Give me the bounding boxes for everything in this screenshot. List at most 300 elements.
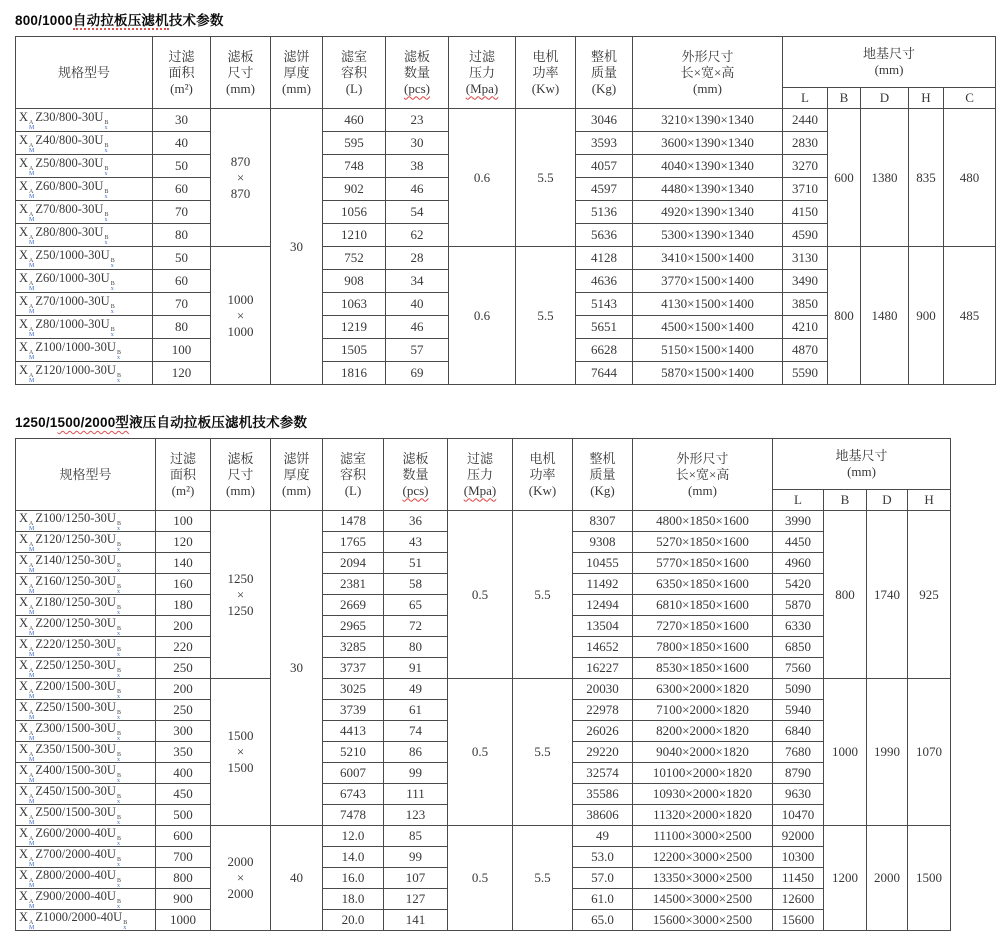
header-foundation-B: B [824,490,867,511]
cell-foundation-D: 1380 [861,109,909,247]
spec-table-800-1000 [15,36,996,385]
table-row [16,247,996,270]
cell-dimensions: 5300×1390×1340 [633,224,783,247]
model-annotation: A M [29,189,35,200]
cell-plate-count: 69 [386,362,449,385]
model-annotation: A M [29,212,35,223]
model-annotation: B x [116,899,121,910]
model-annotation: B x [104,143,109,154]
cell-pressure: 0.5 [448,679,513,826]
cell-foundation-L: 4450 [773,532,824,553]
cell-foundation-L: 7560 [773,658,824,679]
cell-weight: 5143 [576,293,633,316]
cell-weight: 6628 [576,339,633,362]
model-annotation: A M [29,281,35,292]
cell-model: X A M Z140/1250-30U B x [16,553,156,574]
cell-dimensions: 3410×1500×1400 [633,247,783,270]
cell-plate-size: 1000 × 1000 [211,247,271,385]
cell-area: 120 [156,532,211,553]
cell-model: X A M Z200/1500-30U B x [16,679,156,700]
cell-foundation-L: 4870 [783,339,828,362]
cell-model: X A M Z60/800-30U B x [16,178,153,201]
model-annotation: A M [29,605,35,616]
cell-dimensions: 5770×1850×1600 [633,553,773,574]
cell-foundation-C: 480 [944,109,996,247]
cell-plate-count: 80 [384,637,448,658]
cell-weight: 32574 [573,763,633,784]
cell-model: X A M Z900/2000-40U B x [16,889,156,910]
cell-model: X A M Z300/1500-30U B x [16,721,156,742]
cell-model: X A M Z30/800-30U B x [16,109,153,132]
model-annotation: A M [29,878,35,889]
cell-weight: 4636 [576,270,633,293]
cell-area: 220 [156,637,211,658]
cell-foundation-D: 1740 [867,511,908,679]
model-annotation: B x [116,836,121,847]
header-plate-size: 滤板 尺寸 (mm) [211,439,271,511]
model-annotation: A M [29,626,35,637]
header-foundation-D: D [861,88,909,109]
cell-plate-count: 85 [384,826,448,847]
model-annotation: B x [116,350,121,361]
model-annotation: B x [116,626,121,637]
cell-foundation-H: 900 [909,247,944,385]
header-weight: 整机 质量 (Kg) [576,37,633,109]
cell-foundation-L: 8790 [773,763,824,784]
cell-dimensions: 7270×1850×1600 [633,616,773,637]
cell-volume: 1816 [323,362,386,385]
cell-area: 40 [153,132,211,155]
cell-dimensions: 3600×1390×1340 [633,132,783,155]
cell-plate-count: 72 [384,616,448,637]
cell-volume: 1478 [323,511,384,532]
cell-area: 80 [153,316,211,339]
cell-dimensions: 12200×3000×2500 [633,847,773,868]
cell-plate-count: 28 [386,247,449,270]
model-annotation: B x [116,689,121,700]
header-foundation-D: D [867,490,908,511]
spec-sheet-page [0,9,997,931]
table-row [16,511,951,532]
cell-foundation-D: 2000 [867,826,908,931]
model-annotation: A M [29,542,35,553]
cell-model: X A M Z100/1250-30U B x [16,511,156,532]
cell-volume: 7478 [323,805,384,826]
cell-plate-count: 49 [384,679,448,700]
header-foundation-C: C [944,88,996,109]
cell-foundation-L: 9630 [773,784,824,805]
cell-foundation-L: 4590 [783,224,828,247]
cell-dimensions: 4920×1390×1340 [633,201,783,224]
cell-area: 900 [156,889,211,910]
cell-foundation-L: 6850 [773,637,824,658]
header-cake-thickness: 滤饼 厚度 (mm) [271,439,323,511]
model-annotation: B x [116,794,121,805]
model-annotation: B x [123,920,128,931]
cell-area: 1000 [156,910,211,931]
cell-foundation-L: 10470 [773,805,824,826]
cell-dimensions: 9040×2000×1820 [633,742,773,763]
cell-weight: 4597 [576,178,633,201]
cell-model: X A M Z200/1250-30U B x [16,616,156,637]
cell-plate-count: 58 [384,574,448,595]
cell-model: X A M Z120/1250-30U B x [16,532,156,553]
cell-volume: 748 [323,155,386,178]
cell-volume: 3285 [323,637,384,658]
cell-foundation-L: 2830 [783,132,828,155]
header-cake-thickness: 滤饼 厚度 (mm) [271,37,323,109]
cell-dimensions: 7100×2000×1820 [633,700,773,721]
model-annotation: B x [104,212,109,223]
cell-model: X A M Z80/800-30U B x [16,224,153,247]
cell-weight: 9308 [573,532,633,553]
cell-foundation-B: 800 [824,511,867,679]
cell-weight: 57.0 [573,868,633,889]
cell-model: X A M Z350/1500-30U B x [16,742,156,763]
header-foundation-B: B [828,88,861,109]
title-text: 1250/1 [15,415,58,430]
title-text: 800/1000 [15,13,73,28]
cell-model: X A M Z1000/2000-40U B x [16,910,156,931]
cell-dimensions: 10930×2000×1820 [633,784,773,805]
model-annotation: B x [116,878,121,889]
cell-model: X A M Z50/800-30U B x [16,155,153,178]
model-annotation: A M [29,857,35,868]
cell-power: 5.5 [513,511,573,679]
cell-area: 400 [156,763,211,784]
model-annotation: A M [29,710,35,721]
cell-area: 600 [156,826,211,847]
cell-foundation-L: 5420 [773,574,824,595]
cell-volume: 1505 [323,339,386,362]
cell-model: X A M Z250/1250-30U B x [16,658,156,679]
cell-weight: 26026 [573,721,633,742]
cell-plate-count: 99 [384,847,448,868]
cell-foundation-L: 4210 [783,316,828,339]
model-annotation: B x [110,281,115,292]
model-annotation: A M [29,752,35,763]
cell-weight: 5636 [576,224,633,247]
table2-title [15,411,997,431]
cell-volume: 3739 [323,700,384,721]
model-annotation: B x [110,258,115,269]
cell-volume: 16.0 [323,868,384,889]
cell-area: 500 [156,805,211,826]
table-row [16,679,951,700]
cell-model: X A M Z250/1500-30U B x [16,700,156,721]
cell-plate-size: 870 × 870 [211,109,271,247]
cell-foundation-L: 4960 [773,553,824,574]
cell-weight: 5136 [576,201,633,224]
header-area: 过滤 面积 (m²) [156,439,211,511]
cell-model: X A M Z800/2000-40U B x [16,868,156,889]
model-annotation: B x [116,647,121,658]
cell-area: 50 [153,155,211,178]
header-model: 规格型号 [16,439,156,511]
cell-cake-thickness: 30 [271,511,323,826]
cell-dimensions: 14500×3000×2500 [633,889,773,910]
header-dimensions: 外形尺寸 长×宽×高 (mm) [633,439,773,511]
cell-foundation-L: 4150 [783,201,828,224]
cell-area: 450 [156,784,211,805]
model-annotation: B x [104,120,109,131]
cell-volume: 1063 [323,293,386,316]
cell-dimensions: 7800×1850×1600 [633,637,773,658]
cell-plate-count: 36 [384,511,448,532]
title-text-underlined: 自动拉板压滤机 [72,13,169,28]
title-text: 液压自动拉板压滤机技术参数 [129,415,308,430]
cell-foundation-L: 5090 [773,679,824,700]
cell-volume: 1765 [323,532,384,553]
model-annotation: B x [116,731,121,742]
model-annotation: B x [110,304,115,315]
header-power: 电机 功率 (Kw) [516,37,576,109]
model-annotation: A M [29,668,35,679]
title-text: 技术参数 [168,13,224,28]
cell-foundation-C: 485 [944,247,996,385]
cell-volume: 5210 [323,742,384,763]
cell-volume: 902 [323,178,386,201]
cell-area: 100 [156,511,211,532]
cell-model: X A M Z700/2000-40U B x [16,847,156,868]
cell-weight: 61.0 [573,889,633,910]
header-pressure: 过滤 压力 (Mpa) [449,37,516,109]
cell-model: X A M Z180/1250-30U B x [16,595,156,616]
model-annotation: B x [116,857,121,868]
cell-volume: 1056 [323,201,386,224]
model-annotation: A M [29,143,35,154]
model-annotation: A M [29,521,35,532]
cell-model: X A M Z600/2000-40U B x [16,826,156,847]
cell-foundation-L: 3490 [783,270,828,293]
model-annotation: A M [29,815,35,826]
cell-pressure: 0.6 [449,247,516,385]
cell-power: 5.5 [516,109,576,247]
cell-model: X A M Z120/1000-30U B x [16,362,153,385]
cell-foundation-H: 925 [908,511,951,679]
cell-plate-count: 61 [384,700,448,721]
cell-volume: 908 [323,270,386,293]
cell-area: 60 [153,178,211,201]
cell-area: 350 [156,742,211,763]
header-plate-count: 滤板 数量 (pcs) [384,439,448,511]
cell-dimensions: 15600×3000×2500 [633,910,773,931]
model-annotation: A M [29,235,35,246]
header-volume: 滤室 容积 (L) [323,37,386,109]
model-annotation: A M [29,373,35,384]
cell-weight: 14652 [573,637,633,658]
cell-volume: 6743 [323,784,384,805]
model-annotation: A M [29,773,35,784]
cell-dimensions: 4480×1390×1340 [633,178,783,201]
cell-weight: 29220 [573,742,633,763]
cell-volume: 3025 [323,679,384,700]
model-annotation: A M [29,563,35,574]
cell-weight: 22978 [573,700,633,721]
model-annotation: A M [29,689,35,700]
cell-plate-count: 107 [384,868,448,889]
cell-dimensions: 5150×1500×1400 [633,339,783,362]
cell-plate-count: 43 [384,532,448,553]
cell-plate-count: 62 [386,224,449,247]
cell-plate-count: 123 [384,805,448,826]
model-annotation: B x [116,563,121,574]
cell-area: 300 [156,721,211,742]
cell-plate-count: 74 [384,721,448,742]
cell-area: 200 [156,616,211,637]
cell-plate-count: 34 [386,270,449,293]
cell-area: 70 [153,293,211,316]
table1-title [15,9,997,29]
header-plate-size: 滤板 尺寸 (mm) [211,37,271,109]
cell-dimensions: 8530×1850×1600 [633,658,773,679]
model-annotation: B x [104,189,109,200]
cell-weight: 13504 [573,616,633,637]
cell-area: 250 [156,658,211,679]
cell-dimensions: 11100×3000×2500 [633,826,773,847]
cell-plate-count: 23 [386,109,449,132]
cell-foundation-L: 11450 [773,868,824,889]
cell-foundation-B: 600 [828,109,861,247]
cell-area: 700 [156,847,211,868]
cell-weight: 38606 [573,805,633,826]
cell-area: 200 [156,679,211,700]
cell-foundation-L: 15600 [773,910,824,931]
header-foundation-H: H [908,490,951,511]
cell-volume: 3737 [323,658,384,679]
cell-foundation-L: 2440 [783,109,828,132]
model-annotation: A M [29,899,35,910]
cell-model: X A M Z100/1000-30U B x [16,339,153,362]
cell-weight: 7644 [576,362,633,385]
cell-plate-size: 1250 × 1250 [211,511,271,679]
cell-dimensions: 3210×1390×1340 [633,109,783,132]
cell-dimensions: 6300×2000×1820 [633,679,773,700]
cell-pressure: 0.6 [449,109,516,247]
cell-area: 140 [156,553,211,574]
cell-power: 5.5 [513,679,573,826]
cell-plate-count: 40 [386,293,449,316]
cell-model: X A M Z60/1000-30U B x [16,270,153,293]
cell-foundation-L: 5590 [783,362,828,385]
cell-cake-thickness: 30 [271,109,323,385]
cell-volume: 2669 [323,595,384,616]
cell-model: X A M Z40/800-30U B x [16,132,153,155]
cell-weight: 35586 [573,784,633,805]
cell-foundation-L: 6330 [773,616,824,637]
cell-volume: 2094 [323,553,384,574]
cell-weight: 10455 [573,553,633,574]
model-annotation: A M [29,120,35,131]
header-foundation-H: H [909,88,944,109]
model-annotation: A M [29,584,35,595]
cell-dimensions: 11320×2000×1820 [633,805,773,826]
cell-weight: 20030 [573,679,633,700]
cell-area: 80 [153,224,211,247]
header-foundation: 地基尺寸 (mm) [773,439,951,490]
cell-weight: 12494 [573,595,633,616]
cell-model: X A M Z70/800-30U B x [16,201,153,224]
cell-foundation-D: 1990 [867,679,908,826]
cell-dimensions: 6810×1850×1600 [633,595,773,616]
cell-plate-count: 141 [384,910,448,931]
cell-foundation-L: 3130 [783,247,828,270]
cell-dimensions: 4130×1500×1400 [633,293,783,316]
cell-weight: 4057 [576,155,633,178]
cell-model: X A M Z50/1000-30U B x [16,247,153,270]
cell-plate-count: 46 [386,316,449,339]
cell-power: 5.5 [516,247,576,385]
cell-model: X A M Z160/1250-30U B x [16,574,156,595]
cell-plate-count: 127 [384,889,448,910]
cell-foundation-L: 6840 [773,721,824,742]
cell-area: 250 [156,700,211,721]
cell-volume: 14.0 [323,847,384,868]
cell-cake-thickness: 40 [271,826,323,931]
cell-plate-count: 51 [384,553,448,574]
model-annotation: A M [29,350,35,361]
cell-foundation-B: 1200 [824,826,867,931]
cell-plate-count: 65 [384,595,448,616]
cell-model: X A M Z450/1500-30U B x [16,784,156,805]
header-power: 电机 功率 (Kw) [513,439,573,511]
cell-volume: 20.0 [323,910,384,931]
cell-plate-count: 111 [384,784,448,805]
cell-foundation-L: 5870 [773,595,824,616]
model-annotation: B x [116,521,121,532]
header-plate-count: 滤板 数量 (pcs) [386,37,449,109]
cell-dimensions: 5270×1850×1600 [633,532,773,553]
cell-plate-count: 46 [386,178,449,201]
model-annotation: A M [29,327,35,338]
cell-weight: 49 [573,826,633,847]
cell-area: 50 [153,247,211,270]
model-annotation: B x [116,373,121,384]
cell-foundation-D: 1480 [861,247,909,385]
cell-plate-count: 38 [386,155,449,178]
cell-foundation-L: 3990 [773,511,824,532]
cell-volume: 6007 [323,763,384,784]
model-annotation: B x [104,166,109,177]
cell-volume: 460 [323,109,386,132]
cell-foundation-L: 3850 [783,293,828,316]
model-annotation: A M [29,836,35,847]
model-annotation: B x [110,327,115,338]
cell-area: 60 [153,270,211,293]
model-annotation: B x [116,542,121,553]
cell-dimensions: 4040×1390×1340 [633,155,783,178]
cell-weight: 8307 [573,511,633,532]
cell-volume: 1210 [323,224,386,247]
model-annotation: B x [116,752,121,763]
cell-weight: 3046 [576,109,633,132]
cell-foundation-H: 1500 [908,826,951,931]
cell-area: 100 [153,339,211,362]
model-annotation: A M [29,731,35,742]
cell-plate-count: 30 [386,132,449,155]
cell-weight: 3593 [576,132,633,155]
cell-plate-count: 57 [386,339,449,362]
cell-volume: 4413 [323,721,384,742]
cell-volume: 12.0 [323,826,384,847]
cell-foundation-L: 92000 [773,826,824,847]
cell-plate-size: 1500 × 1500 [211,679,271,826]
cell-foundation-L: 3710 [783,178,828,201]
cell-dimensions: 4500×1500×1400 [633,316,783,339]
cell-foundation-L: 12600 [773,889,824,910]
cell-dimensions: 10100×2000×1820 [633,763,773,784]
model-annotation: A M [29,647,35,658]
